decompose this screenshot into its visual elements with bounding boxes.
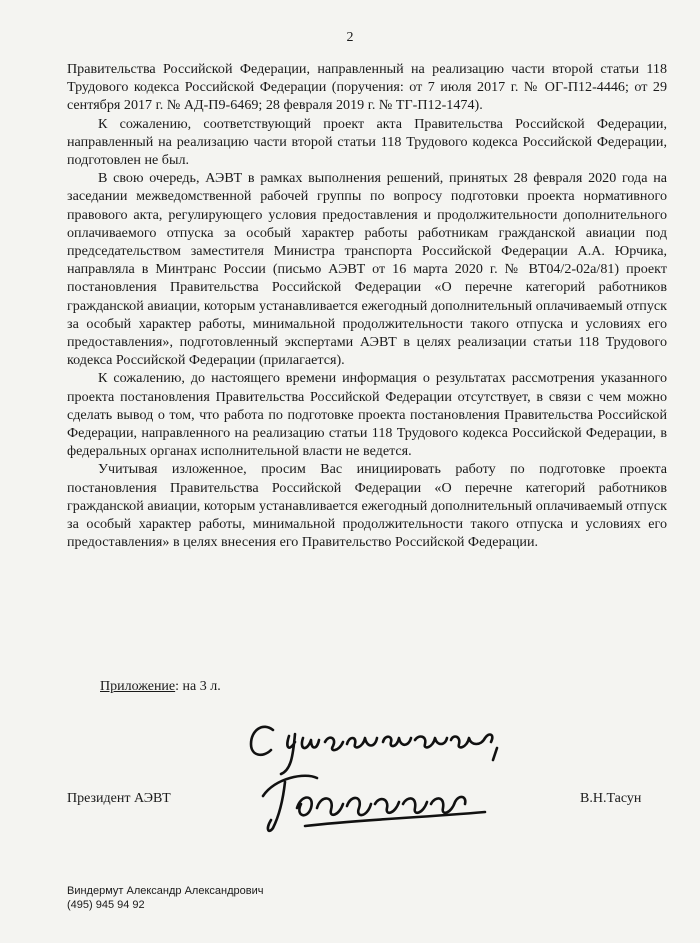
contact-phone: (495) 945 94 92 bbox=[67, 899, 145, 911]
paragraph: К сожалению, соответствующий проект акта Правительства Российской Федерации, направленный на реализацию части второй статьи 118 Трудового кодекса Российской Федерации, подготовлен не был. bbox=[67, 115, 667, 169]
paragraph: В свою очередь, АЭВТ в рамках выполнения решений, принятых 28 февраля 2020 года на заседании межведомственной рабочей группы по вопросу подготовки проекта нормативного правового акта, регулирующего условия предоставления и продолжительности дополнительного оплачиваемого отпуска за особый характер работы работникам гражданской авиации под председательством заместителя Министра транспорта Российской Федерации А.А. Юрчика, направляла в Минтранс России (письмо АЭВТ от 16 марта 2020 г. № ВТ04/2-02а/81) проект постановления Правительства Российской Федерации «О перечне категорий работников гражданской авиации, которым устанавливается ежегодный дополнительный оплачиваемый отпуск за особый характер работы, минимальной продолжительности такого отпуска и условиях его предоставления», подготовленный экспертами АЭВТ в целях реализации статьи 118 Трудового кодекса Российской Федерации (прилагается). bbox=[67, 170, 667, 369]
contact-person: Виндермут Александр Александрович bbox=[67, 885, 264, 897]
letter-body bbox=[67, 60, 667, 551]
paragraph: Учитывая изложенное, просим Вас инициировать работу по подготовке проекта постановления Правительства Российской Федерации «О перечне категорий работников гражданской авиации, которым устанавливается ежегодный дополнительный оплачиваемый отпуск за особый характер работы, минимальной продолжительности такого отпуска и условиях его предоставления» в целях внесения его Правительство Российской Федерации. bbox=[67, 461, 667, 551]
paragraph-continuation: Правительства Российской Федерации, направленный на реализацию части второй статьи 118 Трудового кодекса Российской Федерации (поручения: от 7 июля 2017 г. № ОГ-П12-4446; от 29 сентября 2017 г. № АД-П9-6469; 28 февраля 2019 г. № ТГ-П12-1474). bbox=[67, 61, 667, 114]
attachment-note bbox=[100, 678, 221, 696]
page-number: 2 bbox=[346, 30, 354, 45]
signer-name: В.Н.Тасун bbox=[580, 791, 642, 806]
attachment-value: : на 3 л. bbox=[175, 679, 221, 694]
contact-block bbox=[67, 884, 263, 912]
handwritten-signature bbox=[245, 708, 545, 843]
paragraph: К сожалению, до настоящего времени информация о результатах рассмотрения указанного проекта постановления Правительства Российской Федерации отсутствует, в связи с чем можно сделать вывод о том, что работа по подготовке проекта постановления Правительства Российской Федерации, направленного на реализацию статьи 118 Трудового кодекса Российской Федерации, в федеральных органах исполнительной власти не ведется. bbox=[67, 370, 667, 460]
signer-title: Президент АЭВТ bbox=[67, 791, 171, 806]
attachment-label: Приложение bbox=[100, 679, 176, 694]
